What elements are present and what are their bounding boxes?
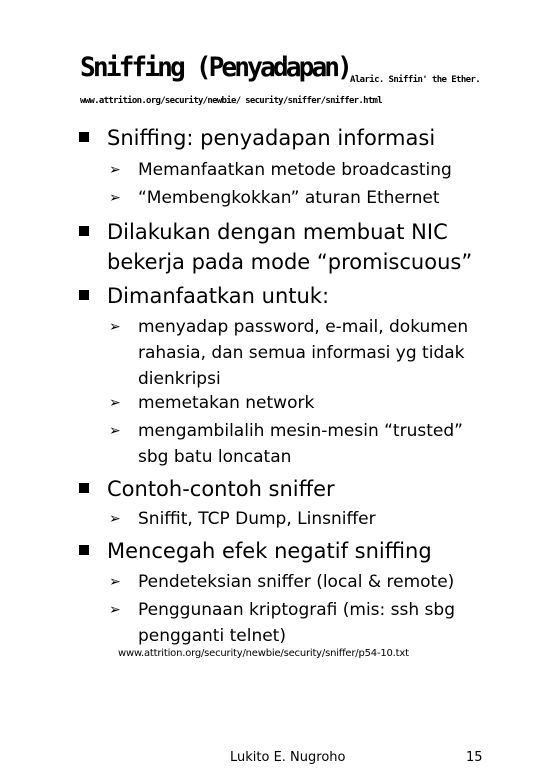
arrow-bullet-icon: ➢	[109, 602, 121, 618]
bullet-item	[107, 281, 507, 311]
square-bullet-icon	[79, 132, 89, 142]
arrow-bullet-icon: ➢	[109, 395, 121, 411]
sub-bullet-item	[109, 418, 498, 470]
sub-bullet-text: mengambilalih mesin-mesin “trusted” sbg batu loncatan	[138, 421, 463, 467]
bullet-item	[107, 474, 507, 504]
bullet-item	[107, 123, 507, 153]
bullet-item	[107, 217, 507, 277]
arrow-bullet-icon: ➢	[109, 423, 121, 439]
arrow-bullet-icon: ➢	[109, 319, 121, 335]
arrow-bullet-icon: ➢	[109, 162, 121, 178]
sub-bullet-item	[109, 506, 498, 532]
sub-bullet-item	[109, 390, 498, 416]
square-bullet-icon	[79, 545, 89, 555]
sub-bullet-text: Memanfaatkan metode broadcasting	[138, 160, 452, 180]
square-bullet-icon	[79, 226, 89, 236]
square-bullet-icon	[79, 290, 89, 300]
bullet-text: Contoh-contoh sniffer	[107, 477, 335, 501]
footer-author: Lukito E. Nugroho	[230, 750, 346, 765]
bullet-text: Dimanfaatkan untuk:	[107, 284, 330, 308]
sub-bullet-text: Sniffit, TCP Dump, Linsniffer	[138, 509, 376, 529]
square-bullet-icon	[79, 483, 89, 493]
bullet-text: Sniffing: penyadapan informasi	[107, 126, 436, 150]
sub-bullet-text: menyadap password, e-mail, dokumen rahasia, dan semua informasi yg tidak dienkripsi	[138, 317, 469, 389]
sub-bullet-text: Pendeteksian sniffer (local & remote)	[138, 572, 455, 592]
slide-title: Sniffing (Penyadapan)	[80, 52, 351, 83]
sub-bullet-text: Penggunaan kriptografi (mis: ssh sbg pengganti telnet)	[138, 600, 455, 646]
bullet-text: Dilakukan dengan membuat NIC bekerja pada mode “promiscuous”	[107, 220, 473, 274]
sub-bullet-item	[109, 185, 498, 211]
slide-title-row	[80, 52, 358, 83]
source-url: www.attrition.org/security/newbie/ security/sniffer/sniffer.html	[80, 96, 382, 106]
arrow-bullet-icon: ➢	[109, 190, 121, 206]
sub-bullet-text: “Membengkokkan” aturan Ethernet	[138, 188, 440, 208]
sub-bullet-item	[109, 314, 498, 392]
sub-bullet-item	[109, 569, 498, 595]
sub-bullet-text: memetakan network	[138, 393, 315, 413]
bullet-text: Mencegah efek negatif sniffing	[107, 539, 432, 563]
reference-url: www.attrition.org/security/newbie/security/sniffer/p54-10.txt	[118, 648, 409, 659]
sub-bullet-item	[109, 597, 498, 649]
sub-bullet-item	[109, 157, 498, 183]
arrow-bullet-icon: ➢	[109, 511, 121, 527]
arrow-bullet-icon: ➢	[109, 574, 121, 590]
bullet-item	[107, 536, 507, 566]
title-credit: Alaric. Sniffin' the Ether.	[350, 75, 481, 85]
page-number: 15	[466, 750, 483, 765]
